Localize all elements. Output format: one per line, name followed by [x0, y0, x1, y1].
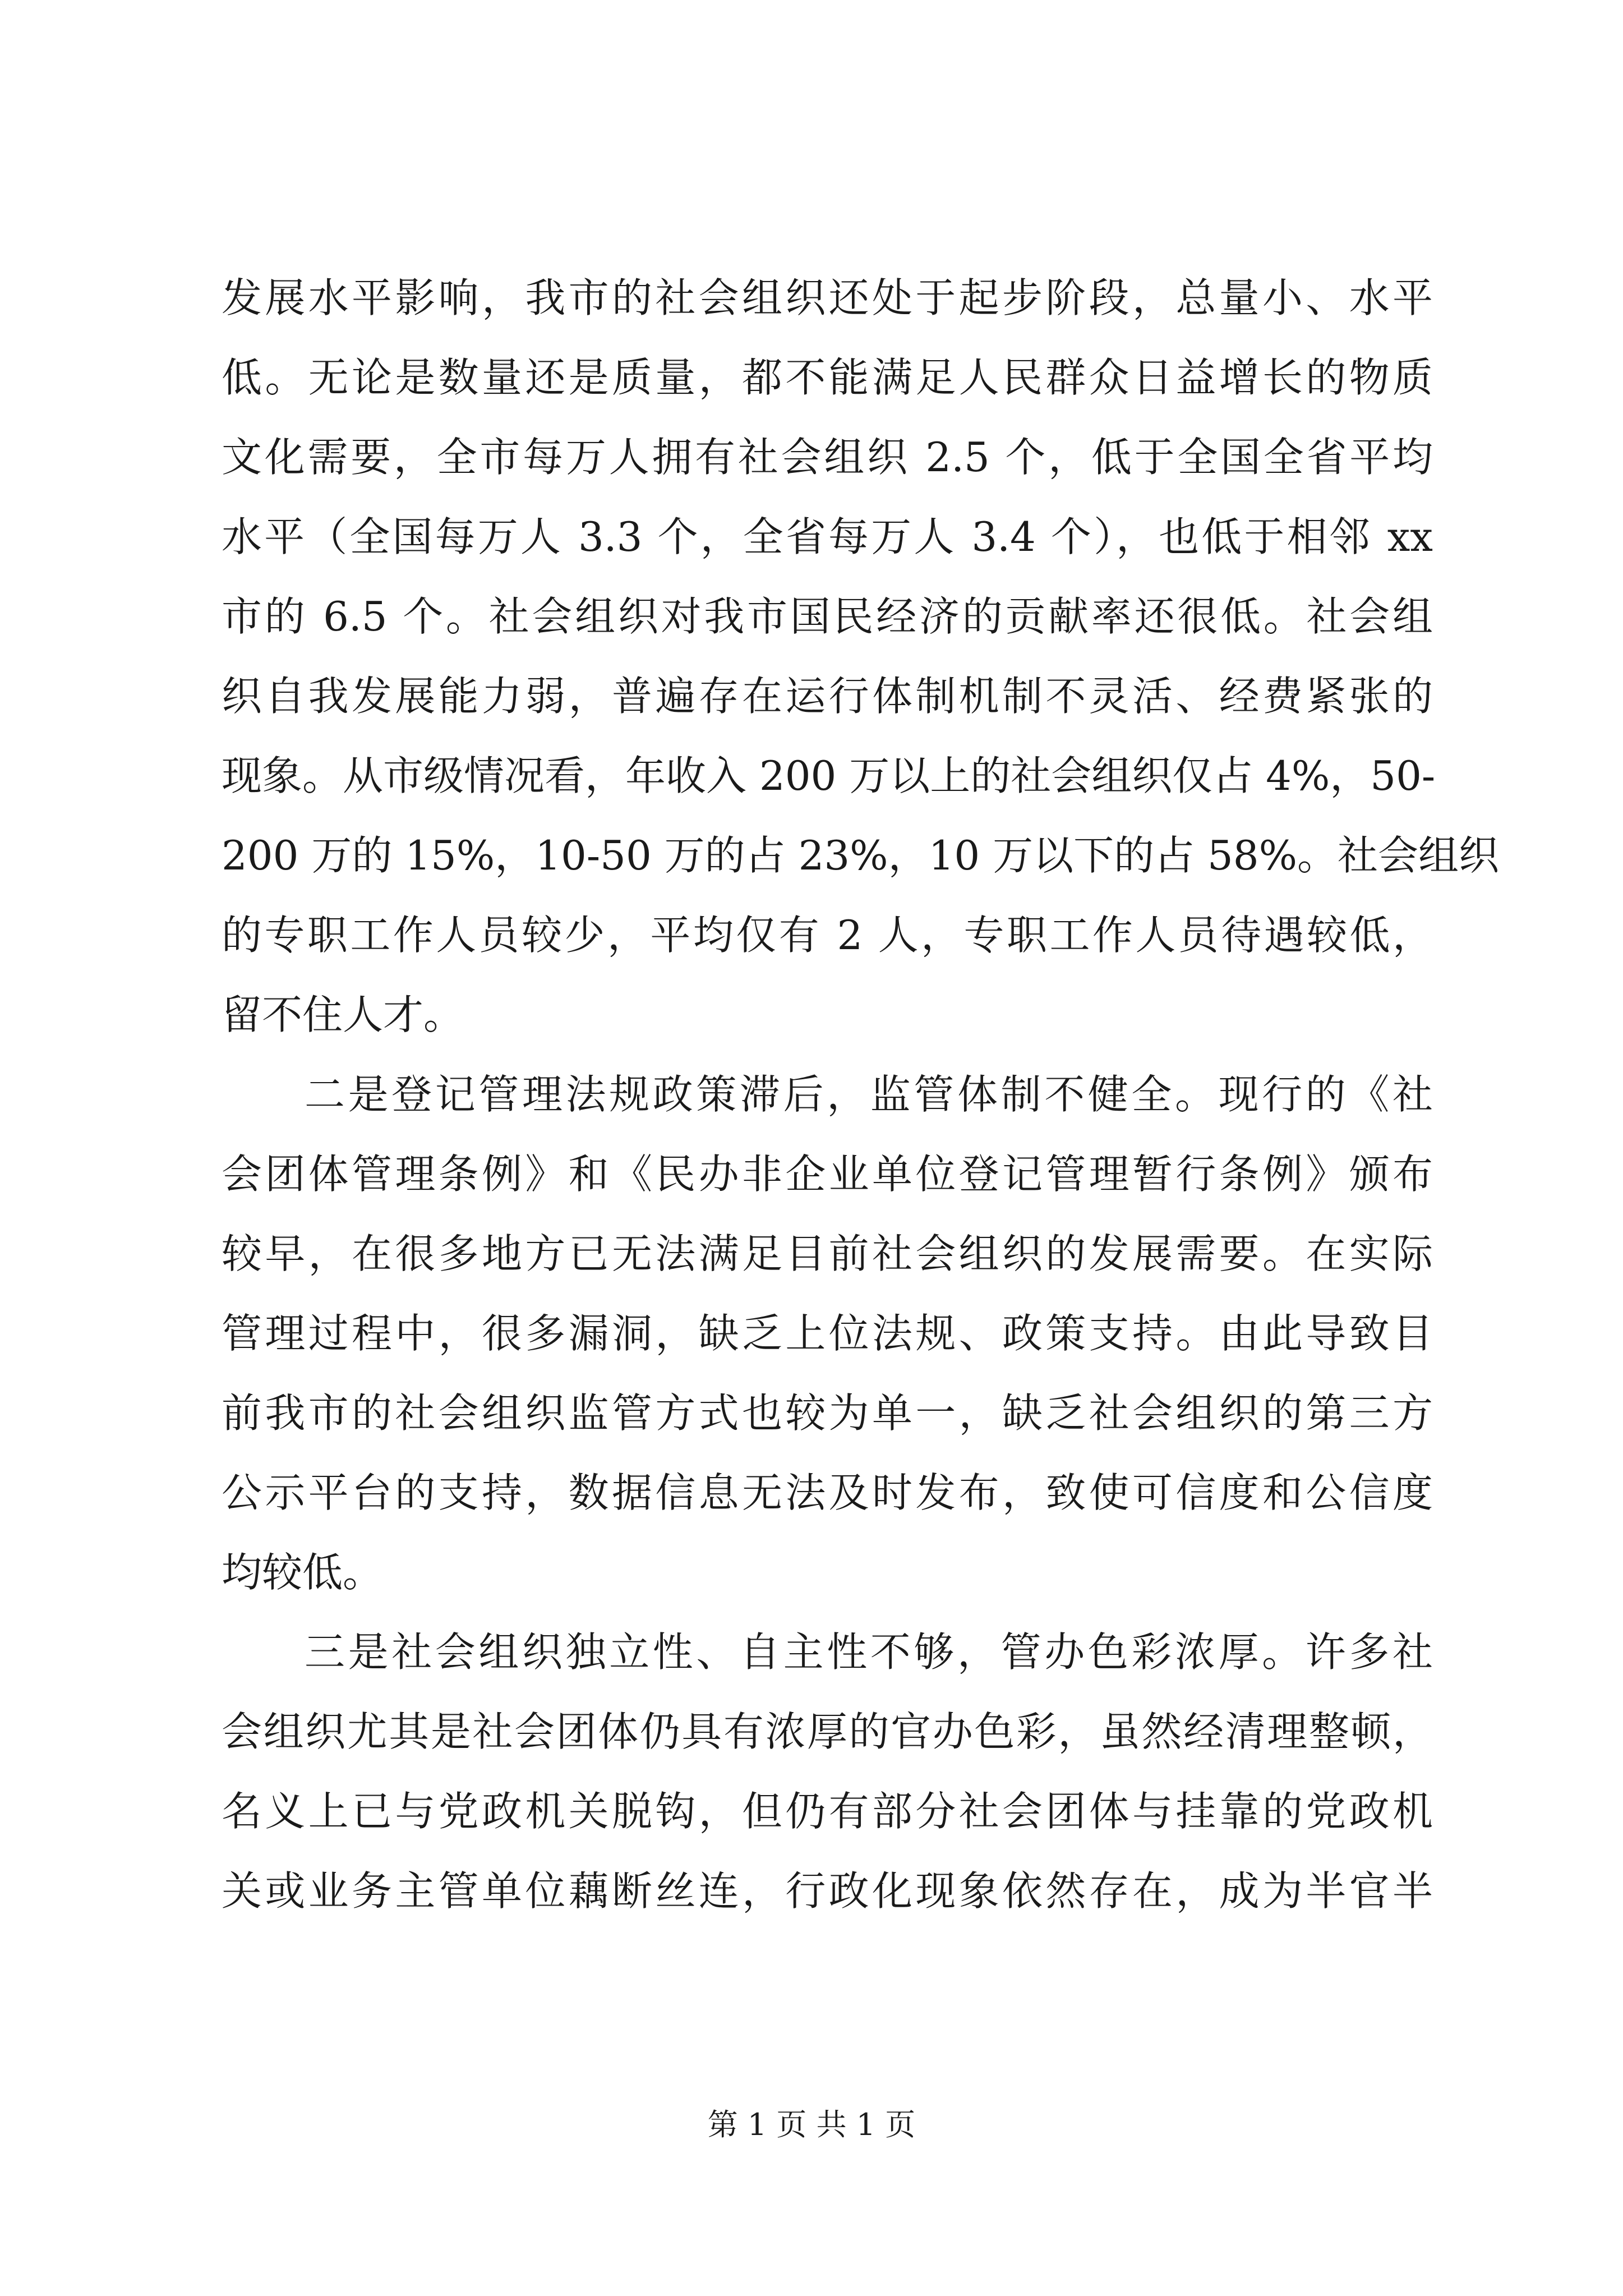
text-line: 管理过程中，很多漏洞，缺乏上位法规、政策支持。由此导致目 [222, 1310, 1433, 1357]
text-line: 水平（全国每万人 3.3 个，全省每万人 3.4 个），也低于相邻 xx [222, 513, 1433, 560]
text-line: 发展水平影响，我市的社会组织还处于起步阶段，总量小、水平 [222, 274, 1433, 321]
text-line: 文化需要，全市每万人拥有社会组织 2.5 个，低于全国全省平均 [222, 434, 1433, 481]
text-line: 前我市的社会组织监管方式也较为单一，缺乏社会组织的第三方 [222, 1389, 1433, 1437]
text-line: 织自我发展能力弱，普遍存在运行体制机制不灵活、经费紧张的 [222, 673, 1433, 720]
text-line: 公示平台的支持，数据信息无法及时发布，致使可信度和公信度 [222, 1469, 1433, 1516]
text-line: 二是登记管理法规政策滞后，监管体制不健全。现行的《社 [305, 1071, 1433, 1118]
page-footer: 第 1 页 共 1 页 [707, 2107, 916, 2142]
document-body [222, 258, 1500, 1931]
text-line: 三是社会组织独立性、自主性不够，管办色彩浓厚。许多社 [305, 1628, 1433, 1676]
text-line: 的专职工作人员较少，平均仅有 2 人，专职工作人员待遇较低， [222, 912, 1433, 959]
text-line: 现象。从市级情况看，年收入 200 万以上的社会组织仅占 4%，50- [222, 752, 1436, 799]
text-line: 会团体管理条例》和《民办非企业单位登记管理暂行条例》颁布 [222, 1151, 1433, 1198]
paragraph [222, 258, 1500, 1055]
paragraph [222, 1055, 1433, 1612]
paragraph [222, 1612, 1433, 1931]
text-line: 市的 6.5 个。社会组织对我市国民经济的贡献率还很低。社会组 [222, 593, 1433, 640]
text-line: 均较低。 [222, 1549, 384, 1596]
text-line: 关或业务主管单位藕断丝连，行政化现象依然存在，成为半官半 [222, 1867, 1433, 1915]
text-line: 较早，在很多地方已无法满足目前社会组织的发展需要。在实际 [222, 1230, 1433, 1277]
text-line: 会组织尤其是社会团体仍具有浓厚的官办色彩，虽然经清理整顿， [222, 1708, 1433, 1755]
text-line: 留不住人才。 [222, 991, 464, 1038]
text-line: 200 万的 15%，10-50 万的占 23%，10 万以下的占 58%。社会组织 [222, 832, 1500, 879]
text-line: 名义上已与党政机关脱钩，但仍有部分社会团体与挂靠的党政机 [222, 1788, 1433, 1835]
text-line: 低。无论是数量还是质量，都不能满足人民群众日益增长的物质 [222, 354, 1433, 401]
